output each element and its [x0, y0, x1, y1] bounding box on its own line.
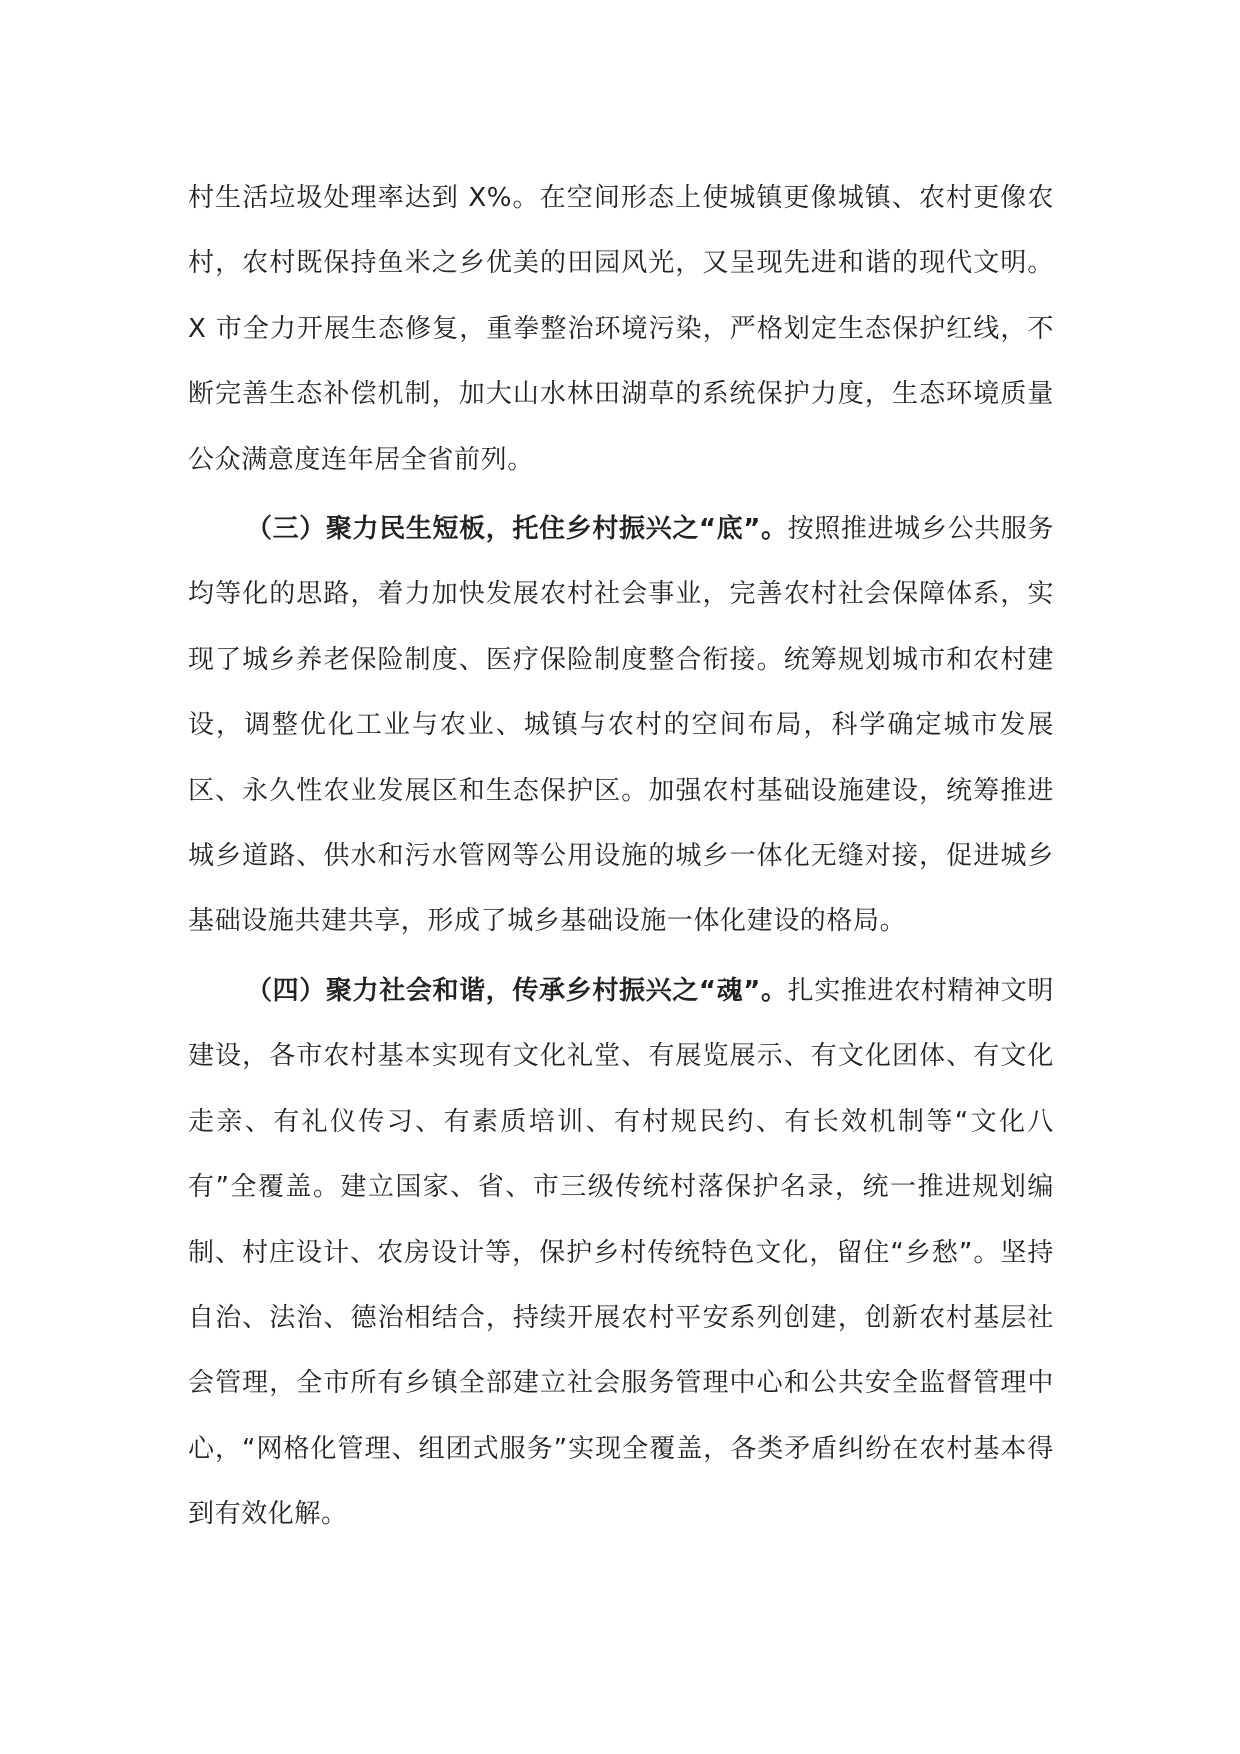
- paragraph-text: 扎实推进农村精神文明建设，各市农村基本实现有文化礼堂、有展览展示、有文化团体、有文化走亲、有礼仪传习、有素质培训、有村规民约、有长效机制等“文化八有”全覆盖。建立国家、省、市三级传统村落保护名录，统一推进规划编制、村庄设计、农房设计等，保护乡村传统特色文化，留住“乡愁”。坚持自治、法治、德治相结合，持续开展农村平安系列创建，创新农村基层社会管理，全市所有乡镇全部建立社会服务管理中心和公共安全监督管理中心，“网格化管理、组团式服务”实现全覆盖，各类矛盾纠纷在农村基本得到有效化解。: [188, 975, 1054, 1530]
- paragraph-section-4: [188, 959, 1054, 1548]
- paragraph-continuation: [188, 166, 1054, 493]
- paragraph-text: 村生活垃圾处理率达到 X%。在空间形态上使城镇更像城镇、农村更像农村，农村既保持鱼米之乡优美的田园风光，又呈现先进和谐的现代文明。X 市全力开展生态修复，重拳整治环境污染，严格划定生态保护红线，不断完善生态补偿机制，加大山水林田湖草的系统保护力度，生态环境质量公众满意度连年居全省前列。: [188, 183, 1054, 475]
- paragraph-text: 按照推进城乡公共服务均等化的思路，着力加快发展农村社会事业，完善农村社会保障体系，实现了城乡养老保险制度、医疗保险制度整合衔接。统筹规划城市和农村建设，调整优化工业与农业、城镇与农村的空间布局，科学确定城市发展区、永久性农业发展区和生态保护区。加强农村基础设施建设，统筹推进城乡道路、供水和污水管网等公用设施的城乡一体化无缝对接，促进城乡基础设施共建共享，形成了城乡基础设施一体化建设的格局。: [188, 514, 1054, 937]
- section-heading: （三）聚力民生短板，托住乡村振兴之“底”。: [246, 514, 788, 545]
- document-page: [188, 166, 1054, 1548]
- section-heading: （四）聚力社会和谐，传承乡村振兴之“魂”。: [246, 975, 788, 1006]
- paragraph-section-3: [188, 497, 1054, 955]
